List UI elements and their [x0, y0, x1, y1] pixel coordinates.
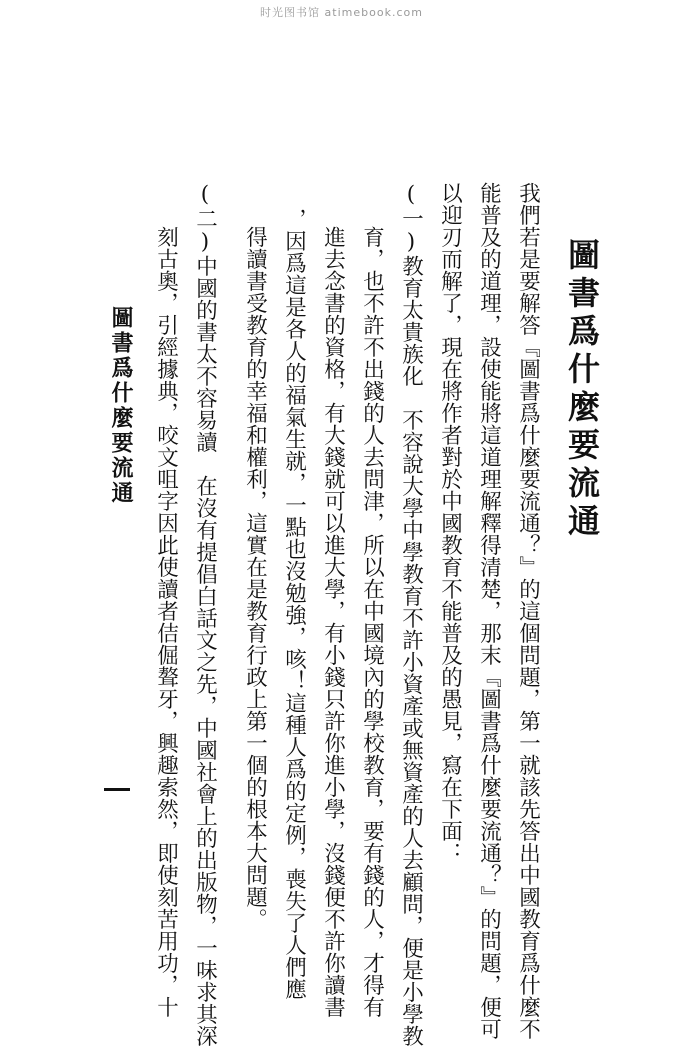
text-column: 得讀書受教育的幸福和權利，這實在是教育行政上第一個的根本大問題。: [242, 226, 268, 930]
text-column: (一)教育太貴族化 不容說大學中學教育不許小資產或無資產的人去顧問，便是小學教: [398, 182, 424, 1047]
text-column: ，因爲這是各人的福氣生就，一點也沒勉強，咳！這種人爲的定例，喪失了人們應: [281, 208, 307, 1000]
text-column: 我們若是要解答『圖書爲什麼要流通？』的這個問題，第一就該先答出中國教育爲什麼不: [515, 182, 541, 1040]
page-title: 圖書爲什麼要流通: [563, 238, 601, 542]
text-column: 以迎刃而解了，現在將作者對於中國教育不能普及的愚見，寫在下面：: [437, 182, 463, 864]
text-column: 刻古奧，引經據典，咬文咀字因此使讀者佶倔聱牙，興趣索然，即使刻苦用功，十: [153, 226, 179, 1018]
text-column: 能普及的道理，設使能將這道理解釋得清楚，那末『圖書爲什麼要流通？』的問題，便可: [476, 182, 502, 1040]
running-head: 圖書爲什麼要流通: [108, 306, 134, 506]
text-column: 進去念書的資格，有大錢就可以進大學，有小錢只許你進小學，沒錢便不許你讀書: [320, 226, 346, 1018]
watermark-header: 时光图书馆 atimebook.com: [260, 6, 423, 19]
page-number-mark: [104, 788, 130, 791]
text-column: (二)中國的書太不容易讀 在沒有提倡白話文之先，中國社會上的出版物，一味求其深: [192, 182, 218, 1047]
text-column: 育，也不許不出錢的人去問津，所以在中國境內的學校教育，要有錢的人，才得有: [359, 226, 385, 1018]
